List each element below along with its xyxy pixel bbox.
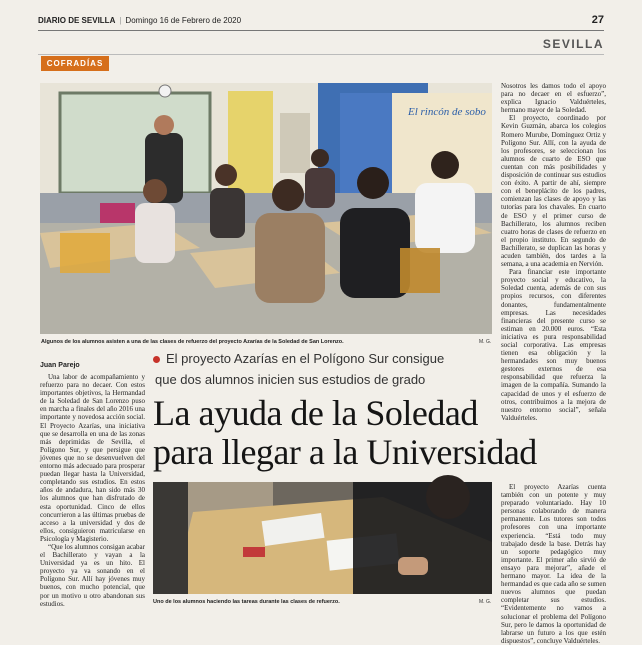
wall-sign-text: El rincón de sobo (408, 106, 486, 118)
photo1-caption: Algunos de los alumnos asisten a una de las clases de refuerzo del proyecto Azarías de la Soledad de San Lorenzo. (41, 339, 344, 345)
paragraph: El proyecto Azarías cuenta también con un potente y muy preparado voluntariado. Hay 10 personas colaborando de manera permanente. Los tutores son todos profesores con una importante experiencia. “Está todo muy trabajado desde la base. Detrás hay un soporte pedagógico muy importante. El primer año sirvió de ensayo para mejorar”, añade el hermano mayor. La idea de la hermandad es que cada año se sumen nuevos alumnos que puedan completar sus estudios. “Evidentemente no vamos a solucionar el problema del Polígono Sur, pero le damos la oportunidad de labrarse un futuro a los que estén dispuestos”, concluye Valduérteles. (501, 483, 606, 645)
article-subhead-line1 (153, 351, 444, 366)
paragraph: El proyecto, coordinado por Kevin Guzmán, abarca los colegios Romero Murube, Domínguez Ortiz y Polígono Sur. Allí, con la ayuda de los profesores, se seleccionan los alumnos de cuarto de ESO que cuentan con más posibilidades y disposición de continuar sus estudios con éxito. A partir de ahí, siempre con el beneplácito de los padres, comienzan las clases de apoyo y las tutorías para los chavales. En cuarto de ESO y el primer curso de Bachillerato, los alumnos reciben cuatro horas de clases de refuerzo en el propio instituto. En segundo de Bachillerato, se duplican las horas y acuden también, dos tardes a la semana, a una academia en Nervión. (501, 114, 606, 269)
article-headline-line2: para llegar a la Universidad (153, 432, 537, 472)
photo1-credit: M. G. (479, 339, 492, 345)
byline: Juan Parejo (40, 362, 80, 369)
section-title: SEVILLA (542, 37, 604, 51)
photo2-credit: M. G. (479, 599, 492, 605)
article-headline-line1: La ayuda de la Soledad (153, 393, 478, 433)
header-separator: | (119, 16, 122, 25)
paragraph: Una labor de acompañamiento y refuerzo para no decaer. Con estos importantes objetivos, la Hermandad de la Soledad de San Lorenzo puso en marcha a finales del año 2016 una importante y novedosa acción social. El Proyecto Azarías, una iniciativa que se desarrolla en una de las zonas más deprimidas de Sevilla, el Polígono Sur, y que persigue que jóvenes que no se desenvuelven del entorno más adecuado para prosperar puedan llegar hasta la Universidad, completando sus estudios. En estos años de andadura, han sido más 30 los alumnos que han disfrutado de esta oportunidad. Cinco de ellos concurrieron a las últimas pruebas de acceso a la universidad y dos de ellos, consiguieron matricularse en Psicología y Magisterio. (40, 373, 145, 543)
publication-name: DIARIO DE SEVILLA (38, 16, 116, 25)
photo2-caption: Uno de los alumnos haciendo las tareas durante las clases de refuerzo. (153, 599, 340, 605)
classroom-photo (40, 83, 492, 334)
paragraph: “Que los alumnos consigan acabar el Bachillerato y vayan a la Universidad ya es un hito. El proyecto ya va sonando en el Polígono Sur. Allí hay jóvenes muy buenos, con mucho potencial, que por un motivo u otro abandonan sus estudios. (40, 542, 145, 608)
subhead-text-1: El proyecto Azarías en el Polígono Sur consigue (166, 351, 445, 366)
classroom-illustration (40, 83, 492, 334)
bullet-icon (153, 356, 160, 363)
page-number: 27 (591, 14, 604, 26)
section-rule (38, 54, 604, 55)
text-column-left (40, 373, 145, 613)
text-column-right (501, 82, 606, 427)
student-illustration (153, 482, 492, 594)
student-photo (153, 482, 492, 594)
paragraph: Nosotros les damos todo el apoyo para no decaer en el esfuerzo”, explica Ignacio Valduérteles, hermano mayor de la Soledad. (501, 82, 606, 115)
paragraph: Para financiar este importante proyecto social y educativo, la Soledad cuenta, además de con sus propios recursos, con diferentes donantes, fundamentalmente empresas. Las necesidades financieras del presente curso se estiman en 20.000 euros. “Esta iniciativa es pura responsabilidad social corporativa. Las empresas tienen esa obligación y la hermandades son muy buenos gestores externos de esa responsabilidad que refuerza la imagen de la compañía. Sumando la capacidad de unos y el esfuerzo de otros, contribuimos a la mejora de nuestro entorno social”, señala Valduérteles. (501, 268, 606, 422)
section-tag: COFRADÍAS (41, 56, 109, 71)
text-column-right-lower (501, 483, 606, 645)
article-subhead-line2: que dos alumnos inicien sus estudios de grado (155, 372, 426, 387)
header-rule (38, 30, 604, 31)
publication-date: Domingo 16 de Febrero de 2020 (125, 16, 242, 25)
